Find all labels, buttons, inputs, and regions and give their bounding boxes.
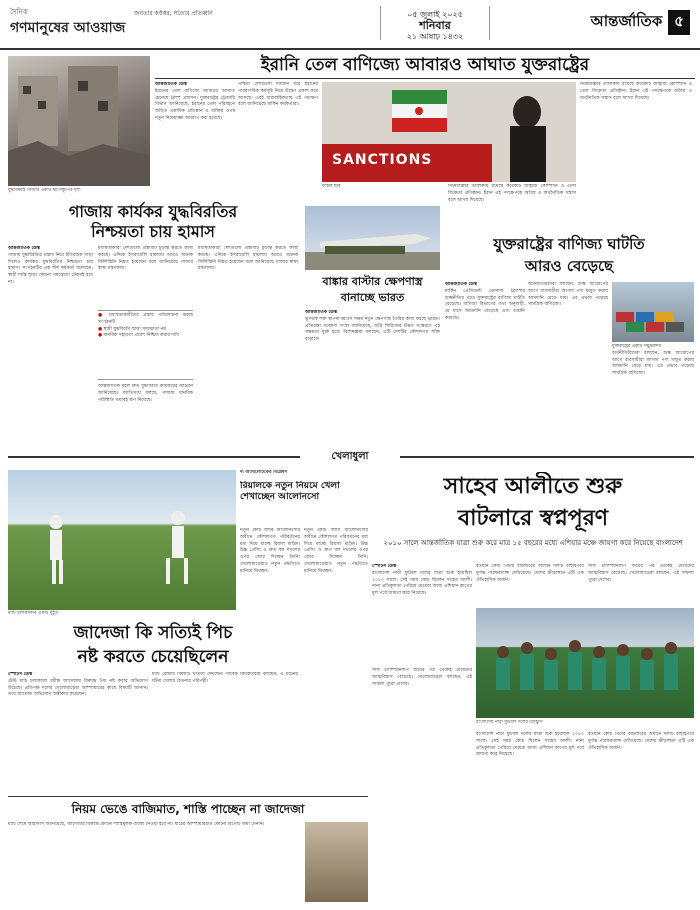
sanctions-text: SANCTIONS <box>332 152 433 168</box>
jadeja-inset-photo <box>305 822 368 902</box>
port-photo-caption: যুক্তরাষ্ট্রের একটি সমুদ্রবন্দর <box>612 344 662 349</box>
jadeja-col2: ম্যাচ রেফারি বিষয়টি খতিয়ে দেখছেন। সাবেক ক্রিকেটাররা বলছেন, এ ধরনের ঘটনা খেলার চেতনার পরিপন্থী। <box>152 672 298 684</box>
saheb-col1b: সাফ চ্যাম্পিয়নশিপ জয়ের পর থেকেই মেয়েদের আত্মবিশ্বাস বেড়েছে। খেলোয়াড়েরা বলছেন, এই সাফল্য পুরো দেশের। <box>372 668 472 687</box>
reporter-byline: স্পোর্টস ডেস্ক <box>8 672 33 677</box>
missile-illustration <box>305 206 440 270</box>
newspaper-logo <box>10 4 130 40</box>
port-photo <box>612 282 694 342</box>
article-text: গাজায় যুদ্ধবিরতির প্রস্তাব নিয়ে ইতিবাচক সাড়া দিলেও কার্যকর যুদ্ধবিরতির নিশ্চয়তা চায় হামাস। সংগঠনটির এক শীর্ষ কর্মকর্তা বলেছেন, স্থায়ী শান্তি ছাড়া কোনো সমঝোতা টেকসই হবে না। <box>8 252 93 285</box>
trade-col3 <box>612 344 694 440</box>
date-bn: ২১ আষাঢ় ১৪৩২ <box>406 32 464 40</box>
iran-oil-col1 <box>155 82 235 197</box>
logo-tag: দৈনিক <box>10 8 28 16</box>
date-en: ০৫ জুলাই ২০২৫ <box>407 10 463 19</box>
saheb-col1 <box>372 564 472 664</box>
reporter-byline: স্পোর্টস ডেস্ক <box>372 564 397 569</box>
bunker-headline-line2: বানাচ্ছে ভারত <box>340 291 405 304</box>
gaza-photo-caption: যুদ্ধবিধ্বস্ত গাজার একটি ধ্বংসস্তূপের দৃশ্য <box>8 188 81 193</box>
missile-photo <box>305 206 440 270</box>
iran-oil-col2: পশ্চিমা দেশগুলো দীর্ঘদিন ধরে ইরানের পারমাণবিক কর্মসূচি নিয়ে উদ্বেগ প্রকাশ করে আসছে। এরই ধারাবাহিকতায় এই পদক্ষেপ বলে জানিয়েছে মার্কিন কর্মকর্তারা। <box>238 82 318 108</box>
jadeja-headline-line2: নষ্ট করতে চেয়েছিলেন <box>77 647 229 667</box>
gaza-headline-line1: গাজায় কার্যকর যুদ্ধবিরতির <box>68 202 238 221</box>
article-text: অর্থনীতিবিদেরা বলছেন, শুল্ক আরোপের আগে ব্যবসায়ীরা আগাম পণ্য মজুত করায় আমদানি বেড়ে যায়। এর প্রভাব পড়েছে সামগ্রিক বাণিজ্যে। <box>612 350 694 377</box>
team-photo-caption: বাংলাদেশ নারী ফুটবল দলের উচ্ছ্বাস <box>476 720 543 725</box>
date-box <box>380 6 490 40</box>
bunker-body <box>305 310 440 440</box>
gaza-bullets <box>98 310 193 380</box>
iran-oil-col3: নিষেধাজ্ঞার তালিকায় রয়েছে কয়েকটি জাহাজ কোম্পানি ও তেল বিক্রেতা প্রতিষ্ঠান। ইরান এই পদক্ষেপকে অবৈধ ও অর্থনৈতিক সন্ত্রাস বলে আখ্যা দিয়েছে। <box>448 184 576 203</box>
saheb-col2b: বাংলাদেশ নারী ফুটবল দলের যাত্রা শুরু হয়েছিল ২০১০ সালে। সেই সময় কোচ ছিলেন সাহেব আলী। নানা প্রতিকূলতা পেরিয়ে মেয়েরা আজ এশিয়ান কাপের মূল পর্বে জায়গা করে নিয়েছে। <box>476 732 584 758</box>
bullet-item: ● স্থায়ী যুদ্ধবিরতি ছাড়া সমঝোতা নয় <box>98 326 167 332</box>
cricket-photo-caption: ম্যাচ চলাকালীন একটি মুহূর্ত <box>8 611 59 616</box>
trade-col1 <box>445 282 525 440</box>
saheb-col3: সাফ চ্যাম্পিয়নশিপ জয়ের পর থেকেই মেয়েদের আত্মবিশ্বাস বেড়েছে। খেলোয়াড়েরা বলছেন, এই সাফল্য পুরো দেশের। <box>588 564 694 583</box>
page-number: ৫ <box>668 10 690 35</box>
gaza-photo <box>8 56 150 186</box>
section-label <box>560 10 690 38</box>
jadeja-headline-line1: জাদেজা কি সত্যিই পিচ <box>73 623 233 643</box>
gaza-col2b: আন্তর্জাতিক মহল দ্রুত যুদ্ধবিরতি কার্যকরের আহ্বান জানিয়েছে। জাতিসংঘ বলছে, গাজায় মানবিক পরিস্থিতি ভয়াবহ রূপ নিয়েছে। <box>98 384 193 403</box>
trade-col2: অর্থনীতিবিদেরা বলছেন, শুল্ক আরোপের আগে ব্যবসায়ীরা আগাম পণ্য মজুত করায় আমদানি বেড়ে যায়। এর প্রভাব পড়েছে সামগ্রিক বাণিজ্যে। <box>528 282 608 308</box>
realmadrid-kicker: দ্য অ্যাথলেটিকের বিশ্লেষণ <box>240 470 288 475</box>
article-text: টেস্ট ম্যাচ চলাকালে রবীন্দ্র জাদেজার বিরুদ্ধে পিচ নষ্ট করার অভিযোগ উঠেছে। প্রতিপক্ষ দলের খেলোয়াড়েরা আম্পায়ারের কাছে বিষয়টি জানান। তবে জাদেজা অভিযোগ অস্বীকার করেছেন। <box>8 678 148 698</box>
divider <box>8 796 368 797</box>
bunker-headline-line1: বাঙ্কার বাস্টার ক্ষেপণাস্ত্র <box>322 275 423 288</box>
cricket-photo <box>8 470 236 610</box>
section-name: আন্তর্জাতিক <box>590 12 663 30</box>
trade-headline-line2: আরও বেড়েছে <box>524 257 614 275</box>
reporter-byline: আন্তর্জাতিক ডেস্ক <box>155 82 188 87</box>
article-text: ভূগর্ভস্থ শক্ত স্থাপনা ধ্বংসে সক্ষম নতুন ক্ষেপণাস্ত্র তৈরির কাজ করছে ভারত। প্রতিরক্ষা গবেষণা সংস্থা জানিয়েছে, অগ্নি সিরিজের উন্নত সংস্করণে এই সক্ষমতা যুক্ত হবে। বিশেষজ্ঞরা বলছেন, এটি দেশটির কৌশলগত শক্তি বাড়াবে। <box>305 316 440 343</box>
bullet-item: ● মানবিক সহায়তা প্রবেশ নিশ্চিত করার দাবি <box>98 333 179 339</box>
reporter-byline: আন্তর্জাতিক ডেস্ক <box>445 282 478 287</box>
saheb-subheadline: ২০১০ সালে আন্তর্জাতিক যাত্রা শুরু করে মাত্র ১৫ বছরের মধ্যে এশিয়ার মঞ্চে জায়গা করে নিয়েছে বাংলাদেশ <box>383 539 683 547</box>
team-photo <box>476 608 694 718</box>
gaza-col2: মধ্যস্থতাকারী দেশগুলো প্রস্তাবটি চূড়ান্ত করতে কাজ করছে। এদিকে ইসরায়েলি হামলায় আরও অনেক ফিলিস্তিনি নিহত হয়েছেন বলে জানিয়েছে গাজার স্বাস্থ্য মন্ত্রণালয়। <box>98 246 193 272</box>
gaza-headline-line2: নিশ্চয়তা চায় হামাস <box>91 222 215 241</box>
realmadrid-col1: নতুন কোচ জাবি আলোনসোর অধীনে কৌশলগত পরিবর্তনের মধ্য দিয়ে যাচ্ছে রিয়াল মাদ্রিদ। উচ্চ প্রেসিং ও দ্রুত বল দখলের ওপর জোর দিচ্ছেন তিনি। খেলোয়াড়েরাও নতুন পদ্ধতিতে মানিয়ে নিচ্ছেন। <box>240 528 300 574</box>
saheb-col3b: বর্তমান কোচ পিটার বাটলারের অধীনে দলটি বাছাইপর্বে দুর্দান্ত পারফরম্যান্স দেখিয়েছে। দেশের ক্রীড়াঙ্গনে এটি এক ঐতিহাসিক অর্জন। <box>588 732 694 751</box>
divider <box>155 78 695 79</box>
gaza-col1 <box>8 246 93 441</box>
sports-section-label: খেলাধুলা <box>300 450 400 464</box>
article-text: ইরানের তেল বাণিজ্যে আবারও আঘাত হেনেছে ট্রাম্প প্রশাসন। যুক্তরাষ্ট্রের ট্রেজারি বিভাগ জানিয়েছে, ইরানের তেল পরিবহনে জড়িত একাধিক প্রতিষ্ঠান ও ব্যক্তির ওপর নতুন নিষেধাজ্ঞা আরোপ করা হয়েছে। <box>155 88 235 121</box>
iran-photo <box>322 82 576 182</box>
iran-oil-headline: ইরানি তেল বাণিজ্যে আবারও আঘাত যুক্তরাষ্ট্রের <box>260 55 590 75</box>
rule-headline: নিয়ম ভেঙে বাজিমাত, শাস্তি পাচ্ছেন না জাদেজা <box>71 802 305 816</box>
iran-photo-caption: ফাইল ছবি <box>322 184 341 189</box>
realmadrid-col2: নতুন কোচ জাবি আলোনসোর অধীনে কৌশলগত পরিবর্তনের মধ্য দিয়ে যাচ্ছে রিয়াল মাদ্রিদ। উচ্চ প্রেসিং ও দ্রুত বল দখলের ওপর জোর দিচ্ছেন তিনি। খেলোয়াড়েরাও নতুন পদ্ধতিতে মানিয়ে নিচ্ছেন। <box>304 528 368 574</box>
article-text: মার্কিন প্রেসিডেন্ট ডোনাল্ড ট্রাম্পের শুল্কনীতির পরও যুক্তরাষ্ট্রের বাণিজ্য ঘাটতি বেড়েছে। বাণিজ্য বিভাগের তথ্য অনুযায়ী, মে মাসে আমদানি বেড়েছে এবং রপ্তানি কমেছে। <box>445 288 525 321</box>
iran-oil-col4: নিষেধাজ্ঞার তালিকায় রয়েছে কয়েকটি জাহাজ কোম্পানি ও তেল বিক্রেতা প্রতিষ্ঠান। ইরান এই পদক্ষেপকে অবৈধ ও অর্থনৈতিক সন্ত্রাস বলে আখ্যা দিয়েছে। <box>580 82 692 101</box>
bullet-item: ● মধ্যস্থতাকারীদের প্রস্তাব পর্যালোচনা করছে সংগঠনটি <box>98 313 193 325</box>
saheb-headline-line1: সাহেব আলীতে শুরু <box>443 474 623 499</box>
containers-illustration <box>612 282 694 342</box>
day-name: শনিবার <box>419 19 451 32</box>
realmadrid-headline: রিয়ালকে নতুন নিয়মে খেলা শেখাচ্ছেন আলোনসো <box>240 481 340 502</box>
rubble-illustration <box>8 56 150 186</box>
rule-body: ম্যাচ শেষে আইসিসি জানিয়েছে, জাদেজার বিরুদ্ধে কোনো শাস্তিমূলক ব্যবস্থা নেওয়া হবে না। মাঠের আম্পায়াররাও কোনো রিপোর্ট জমা দেননি। <box>8 822 265 827</box>
football-team-illustration <box>476 608 694 718</box>
cricket-players-illustration <box>8 470 236 610</box>
trade-headline-line1: যুক্তরাষ্ট্রের বাণিজ্য ঘাটতি <box>493 235 645 253</box>
article-text: বাংলাদেশ নারী ফুটবল দলের যাত্রা শুরু হয়েছিল ২০১০ সালে। সেই সময় কোচ ছিলেন সাহেব আলী। নানা প্রতিকূলতা পেরিয়ে মেয়েরা আজ এশিয়ান কাপের মূল পর্বে জায়গা করে নিয়েছে। <box>372 570 472 597</box>
newspaper-tagline: জনতার কণ্ঠস্বর, সত্যের প্রতিধ্বনি <box>134 10 213 17</box>
masthead <box>0 0 700 50</box>
reporter-byline: আন্তর্জাতিক ডেস্ক <box>8 246 41 251</box>
jadeja-col1 <box>8 672 148 792</box>
gaza-col3: মধ্যস্থতাকারী দেশগুলো প্রস্তাবটি চূড়ান্ত করতে কাজ করছে। এদিকে ইসরায়েলি হামলায় আরও অনেক ফিলিস্তিনি নিহত হয়েছেন বলে জানিয়েছে গাজার স্বাস্থ্য মন্ত্রণালয়। <box>198 246 298 272</box>
saheb-col2: বর্তমান কোচ পিটার বাটলারের অধীনে দলটি বাছাইপর্বে দুর্দান্ত পারফরম্যান্স দেখিয়েছে। দেশের ক্রীড়াঙ্গনে এটি এক ঐতিহাসিক অর্জন। <box>476 564 584 583</box>
saheb-headline-line2: বাটলারে স্বপ্নপূরণ <box>457 506 609 531</box>
newspaper-name: গণমানুষের আওয়াজ <box>10 20 126 36</box>
reporter-byline: আন্তর্জাতিক ডেস্ক <box>305 310 338 315</box>
